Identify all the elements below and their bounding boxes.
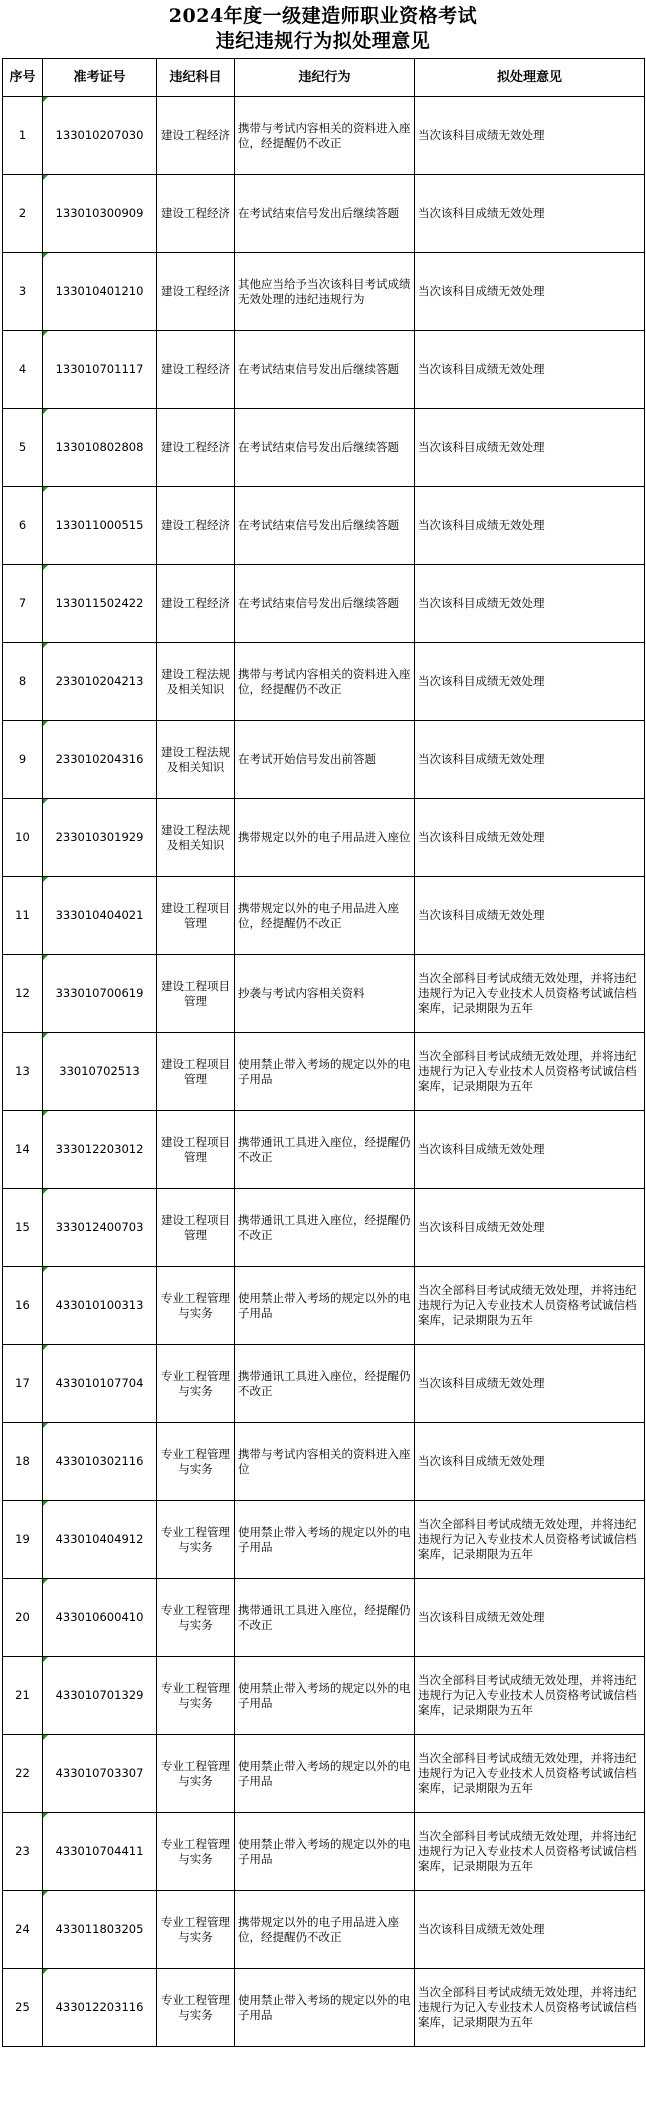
cell-index: 14	[3, 1111, 43, 1189]
cell-handling: 当次该科目成绩无效处理	[415, 799, 645, 877]
cell-exam-id: 233010301929	[43, 799, 157, 877]
cell-subject: 专业工程管理与实务	[157, 1345, 235, 1423]
table-row	[3, 721, 645, 799]
cell-exam-id: 33010702513	[43, 1033, 157, 1111]
table-row	[3, 1891, 645, 1969]
table-row	[3, 1579, 645, 1657]
cell-index: 24	[3, 1891, 43, 1969]
cell-violation: 其他应当给予当次该科目考试成绩无效处理的违纪违规行为	[235, 253, 415, 331]
cell-index: 1	[3, 97, 43, 175]
table-row	[3, 643, 645, 721]
cell-index: 15	[3, 1189, 43, 1267]
cell-subject: 建设工程经济	[157, 253, 235, 331]
cell-exam-id: 133010300909	[43, 175, 157, 253]
cell-subject: 专业工程管理与实务	[157, 1657, 235, 1735]
cell-index: 10	[3, 799, 43, 877]
cell-subject: 建设工程法规及相关知识	[157, 643, 235, 721]
cell-exam-id: 433010302116	[43, 1423, 157, 1501]
cell-index: 22	[3, 1735, 43, 1813]
table-row	[3, 799, 645, 877]
cell-handling: 当次该科目成绩无效处理	[415, 1891, 645, 1969]
cell-subject: 专业工程管理与实务	[157, 1969, 235, 2047]
cell-index: 19	[3, 1501, 43, 1579]
cell-violation: 在考试结束信号发出后继续答题	[235, 409, 415, 487]
cell-subject: 建设工程经济	[157, 409, 235, 487]
cell-exam-id: 133010802808	[43, 409, 157, 487]
cell-handling: 当次全部科目考试成绩无效处理，并将违纪违规行为记入专业技术人员资格考试诚信档案库，记录期限为五年	[415, 1267, 645, 1345]
cell-handling: 当次全部科目考试成绩无效处理，并将违纪违规行为记入专业技术人员资格考试诚信档案库，记录期限为五年	[415, 955, 645, 1033]
cell-violation: 在考试结束信号发出后继续答题	[235, 487, 415, 565]
cell-index: 3	[3, 253, 43, 331]
document-title	[0, 0, 646, 58]
cell-index: 13	[3, 1033, 43, 1111]
cell-index: 4	[3, 331, 43, 409]
table-row	[3, 487, 645, 565]
cell-index: 2	[3, 175, 43, 253]
cell-handling: 当次该科目成绩无效处理	[415, 1111, 645, 1189]
table-row	[3, 175, 645, 253]
cell-violation: 使用禁止带入考场的规定以外的电子用品	[235, 1033, 415, 1111]
cell-index: 18	[3, 1423, 43, 1501]
cell-violation: 携带与考试内容相关的资料进入座位，经提醒仍不改正	[235, 97, 415, 175]
cell-index: 6	[3, 487, 43, 565]
cell-index: 11	[3, 877, 43, 955]
cell-subject: 专业工程管理与实务	[157, 1579, 235, 1657]
cell-violation: 使用禁止带入考场的规定以外的电子用品	[235, 1969, 415, 2047]
header-index: 序号	[3, 59, 43, 97]
cell-index: 7	[3, 565, 43, 643]
cell-violation: 携带通讯工具进入座位，经提醒仍不改正	[235, 1111, 415, 1189]
cell-violation: 使用禁止带入考场的规定以外的电子用品	[235, 1735, 415, 1813]
cell-violation: 抄袭与考试内容相关资料	[235, 955, 415, 1033]
cell-violation: 在考试结束信号发出后继续答题	[235, 565, 415, 643]
cell-subject: 建设工程法规及相关知识	[157, 799, 235, 877]
table-row	[3, 97, 645, 175]
cell-handling: 当次该科目成绩无效处理	[415, 1423, 645, 1501]
cell-subject: 建设工程项目管理	[157, 955, 235, 1033]
cell-violation: 携带与考试内容相关的资料进入座位	[235, 1423, 415, 1501]
cell-handling: 当次全部科目考试成绩无效处理，并将违纪违规行为记入专业技术人员资格考试诚信档案库，记录期限为五年	[415, 1735, 645, 1813]
cell-exam-id: 433010107704	[43, 1345, 157, 1423]
cell-subject: 建设工程经济	[157, 565, 235, 643]
title-line-1: 2024年度一级建造师职业资格考试	[168, 5, 478, 27]
table-row	[3, 1501, 645, 1579]
cell-handling: 当次全部科目考试成绩无效处理，并将违纪违规行为记入专业技术人员资格考试诚信档案库，记录期限为五年	[415, 1657, 645, 1735]
cell-subject: 建设工程经济	[157, 331, 235, 409]
cell-subject: 建设工程法规及相关知识	[157, 721, 235, 799]
cell-handling: 当次全部科目考试成绩无效处理，并将违纪违规行为记入专业技术人员资格考试诚信档案库，记录期限为五年	[415, 1813, 645, 1891]
table-row	[3, 253, 645, 331]
cell-violation: 在考试结束信号发出后继续答题	[235, 175, 415, 253]
cell-handling: 当次该科目成绩无效处理	[415, 487, 645, 565]
cell-exam-id: 333012203012	[43, 1111, 157, 1189]
cell-handling: 当次该科目成绩无效处理	[415, 721, 645, 799]
table-row	[3, 1813, 645, 1891]
cell-index: 16	[3, 1267, 43, 1345]
cell-index: 21	[3, 1657, 43, 1735]
title-line-2: 违纪违规行为拟处理意见	[215, 30, 431, 52]
table-row	[3, 1657, 645, 1735]
cell-subject: 专业工程管理与实务	[157, 1891, 235, 1969]
cell-violation: 携带通讯工具进入座位，经提醒仍不改正	[235, 1345, 415, 1423]
cell-exam-id: 133011000515	[43, 487, 157, 565]
cell-index: 12	[3, 955, 43, 1033]
cell-index: 9	[3, 721, 43, 799]
cell-handling: 当次该科目成绩无效处理	[415, 1189, 645, 1267]
cell-violation: 使用禁止带入考场的规定以外的电子用品	[235, 1501, 415, 1579]
cell-index: 17	[3, 1345, 43, 1423]
table-row	[3, 1111, 645, 1189]
header-violation: 违纪行为	[235, 59, 415, 97]
cell-subject: 建设工程经济	[157, 175, 235, 253]
violations-table	[2, 58, 645, 2047]
cell-subject: 专业工程管理与实务	[157, 1735, 235, 1813]
cell-exam-id: 333010700619	[43, 955, 157, 1033]
cell-handling: 当次该科目成绩无效处理	[415, 877, 645, 955]
cell-handling: 当次全部科目考试成绩无效处理，并将违纪违规行为记入专业技术人员资格考试诚信档案库，记录期限为五年	[415, 1033, 645, 1111]
cell-exam-id: 433011803205	[43, 1891, 157, 1969]
table-row	[3, 1423, 645, 1501]
table-row	[3, 331, 645, 409]
cell-violation: 在考试结束信号发出后继续答题	[235, 331, 415, 409]
cell-subject: 建设工程项目管理	[157, 1111, 235, 1189]
table-body	[3, 97, 645, 2047]
cell-subject: 专业工程管理与实务	[157, 1423, 235, 1501]
cell-index: 20	[3, 1579, 43, 1657]
cell-handling: 当次该科目成绩无效处理	[415, 1345, 645, 1423]
cell-exam-id: 233010204213	[43, 643, 157, 721]
cell-handling: 当次该科目成绩无效处理	[415, 1579, 645, 1657]
cell-handling: 当次该科目成绩无效处理	[415, 409, 645, 487]
table-row	[3, 565, 645, 643]
cell-exam-id: 433010701329	[43, 1657, 157, 1735]
cell-violation: 使用禁止带入考场的规定以外的电子用品	[235, 1813, 415, 1891]
cell-subject: 专业工程管理与实务	[157, 1501, 235, 1579]
cell-violation: 携带规定以外的电子用品进入座位，经提醒仍不改正	[235, 1891, 415, 1969]
cell-violation: 使用禁止带入考场的规定以外的电子用品	[235, 1267, 415, 1345]
cell-subject: 专业工程管理与实务	[157, 1813, 235, 1891]
cell-handling: 当次该科目成绩无效处理	[415, 565, 645, 643]
cell-exam-id: 333010404021	[43, 877, 157, 955]
table-row	[3, 1735, 645, 1813]
cell-handling: 当次该科目成绩无效处理	[415, 331, 645, 409]
cell-violation: 携带与考试内容相关的资料进入座位，经提醒仍不改正	[235, 643, 415, 721]
cell-violation: 携带通讯工具进入座位，经提醒仍不改正	[235, 1189, 415, 1267]
cell-subject: 建设工程经济	[157, 97, 235, 175]
table-row	[3, 1189, 645, 1267]
cell-exam-id: 333012400703	[43, 1189, 157, 1267]
cell-exam-id: 133010207030	[43, 97, 157, 175]
header-subject: 违纪科目	[157, 59, 235, 97]
cell-index: 25	[3, 1969, 43, 2047]
cell-handling: 当次该科目成绩无效处理	[415, 253, 645, 331]
cell-subject: 专业工程管理与实务	[157, 1267, 235, 1345]
table-row	[3, 1969, 645, 2047]
cell-handling: 当次全部科目考试成绩无效处理，并将违纪违规行为记入专业技术人员资格考试诚信档案库，记录期限为五年	[415, 1969, 645, 2047]
cell-subject: 建设工程经济	[157, 487, 235, 565]
cell-violation: 携带规定以外的电子用品进入座位，经提醒仍不改正	[235, 877, 415, 955]
cell-exam-id: 233010204316	[43, 721, 157, 799]
header-exam-id: 准考证号	[43, 59, 157, 97]
table-row	[3, 877, 645, 955]
cell-handling: 当次全部科目考试成绩无效处理，并将违纪违规行为记入专业技术人员资格考试诚信档案库，记录期限为五年	[415, 1501, 645, 1579]
cell-violation: 携带通讯工具进入座位，经提醒仍不改正	[235, 1579, 415, 1657]
header-handling: 拟处理意见	[415, 59, 645, 97]
cell-handling: 当次该科目成绩无效处理	[415, 643, 645, 721]
cell-index: 8	[3, 643, 43, 721]
table-row	[3, 409, 645, 487]
table-row	[3, 1267, 645, 1345]
cell-index: 23	[3, 1813, 43, 1891]
cell-violation: 在考试开始信号发出前答题	[235, 721, 415, 799]
cell-handling: 当次该科目成绩无效处理	[415, 97, 645, 175]
table-header-row	[3, 59, 645, 97]
cell-exam-id: 133010401210	[43, 253, 157, 331]
cell-index: 5	[3, 409, 43, 487]
cell-exam-id: 433012203116	[43, 1969, 157, 2047]
cell-exam-id: 433010703307	[43, 1735, 157, 1813]
cell-exam-id: 433010404912	[43, 1501, 157, 1579]
cell-exam-id: 433010704411	[43, 1813, 157, 1891]
cell-subject: 建设工程项目管理	[157, 1189, 235, 1267]
cell-subject: 建设工程项目管理	[157, 877, 235, 955]
cell-subject: 建设工程项目管理	[157, 1033, 235, 1111]
cell-exam-id: 433010600410	[43, 1579, 157, 1657]
cell-violation: 携带规定以外的电子用品进入座位	[235, 799, 415, 877]
cell-exam-id: 133011502422	[43, 565, 157, 643]
cell-exam-id: 433010100313	[43, 1267, 157, 1345]
cell-handling: 当次该科目成绩无效处理	[415, 175, 645, 253]
cell-exam-id: 133010701117	[43, 331, 157, 409]
cell-violation: 使用禁止带入考场的规定以外的电子用品	[235, 1657, 415, 1735]
table-row	[3, 1033, 645, 1111]
table-row	[3, 1345, 645, 1423]
table-row	[3, 955, 645, 1033]
